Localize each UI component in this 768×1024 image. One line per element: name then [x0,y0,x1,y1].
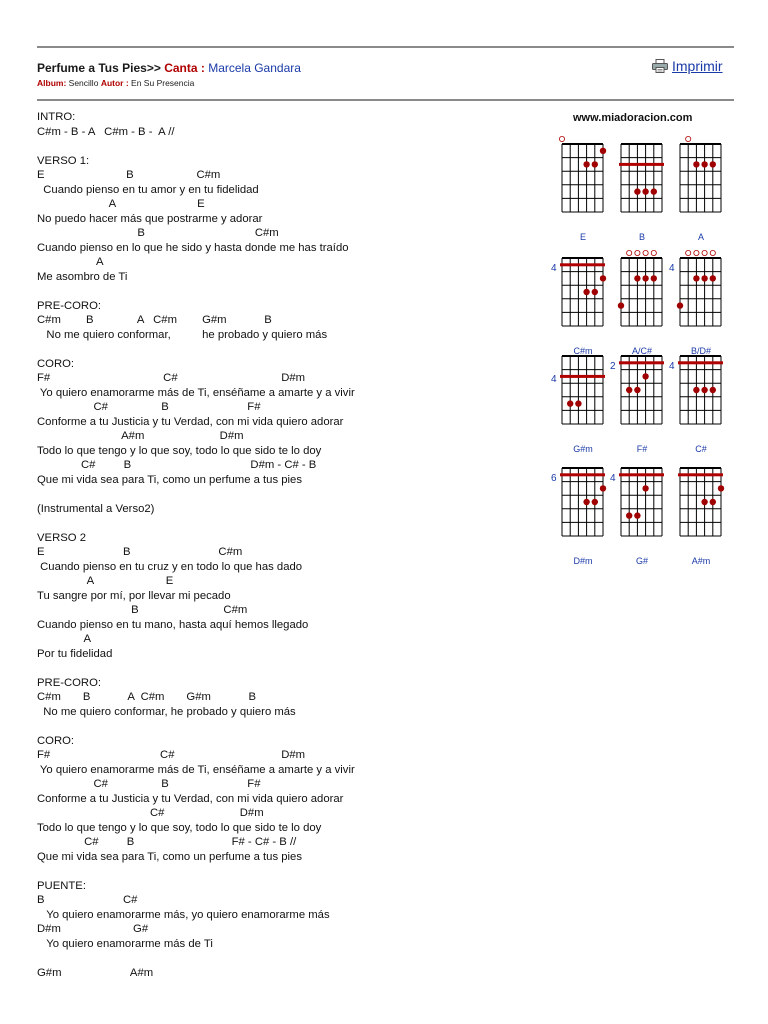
lyric-line: Yo quiero enamorarme más de Ti [37,937,213,950]
chord-barre [560,263,605,266]
canta-label: Canta : [164,61,205,75]
finger-dot [642,275,648,281]
open-string-marker [651,250,656,255]
finger-dot [651,275,657,281]
lyric-line: F# C# D#m [37,372,306,384]
song-title: Perfume a Tus Pies>> [37,61,161,75]
lyric-line: PUENTE: [37,879,86,892]
lyric-line: Cuando pienso en tu mano, hasta aquí hemos llegado [37,618,309,631]
finger-dot [634,275,640,281]
finger-dot [592,499,598,505]
open-string-marker [686,250,691,255]
print-link[interactable]: Imprimir [672,58,723,74]
lyric-line: D#m G# [37,923,149,935]
open-string-marker [627,250,632,255]
lyric-line: No me quiero conformar, he probado y quiero más [37,705,296,718]
chord-diagram [666,348,736,458]
fret-number: 4 [551,374,557,386]
lyric-line: C# D#m [37,807,264,819]
lyric-line: G#m A#m [37,966,154,979]
lyric-line: CORO: [37,734,75,747]
lyric-line: Me asombro de Ti [37,270,128,283]
lyric-line: VERSO 1: [37,154,90,167]
website-label: www.miadoracion.com [573,112,693,124]
lyric-line: Cuando pienso en lo que he sido y hasta donde me has traído [37,241,349,254]
open-string-marker [710,250,715,255]
finger-dot [701,387,707,393]
blank-line [37,487,517,502]
open-string-marker [686,136,691,141]
lyric-line: INTRO: [37,111,76,123]
chord-name: A#m [691,556,711,566]
chord-diagram [666,460,736,570]
blank-line [37,516,517,531]
lyric-line: C# B D#m - C# - B [37,459,317,471]
lyric-line: B C#m [37,604,248,616]
finger-dot [718,485,724,491]
lyric-line: C# B F# [37,401,261,413]
lyric-line: F# C# D#m [37,749,306,761]
chord-name: G#m [573,444,593,454]
lyric-line: CORO: [37,357,75,370]
lyric-line: Todo lo que tengo y lo que soy, todo lo que sido te lo doy [37,821,322,834]
fret-number: 4 [669,360,675,372]
finger-dot [710,499,716,505]
lyric-line: C# B F# - C# - B // [37,836,297,848]
lyric-line: A E [37,198,205,210]
lyric-line: Yo quiero enamorarme más de Ti, enséñame a amarte y a vivir [37,763,355,776]
fret-number: 4 [551,262,557,274]
lyric-line: A#m D#m [37,430,244,442]
finger-dot [677,302,683,308]
finger-dot [600,148,606,154]
header-divider [37,99,734,101]
fret-number: 4 [669,262,675,274]
blank-line [37,864,517,879]
finger-dot [651,188,657,194]
song-lyrics [37,110,517,980]
chord-name: C# [695,444,707,454]
finger-dot [600,275,606,281]
chord-barre [619,361,664,364]
finger-dot [642,188,648,194]
finger-dot [642,485,648,491]
lyric-line: C#m B A C#m G#m B [37,314,272,326]
autor-label: Autor : [100,78,129,88]
finger-dot [701,161,707,167]
lyric-line: PRE-CORO: [37,299,102,312]
lyric-line: No me quiero conformar, he probado y quiero más [37,328,328,341]
lyric-line: Yo quiero enamorarme más de Ti, enséñame a amarte y a vivir [37,386,355,399]
chord-barre [678,473,723,476]
finger-dot [567,400,573,406]
chord-name: B/D# [690,346,711,356]
lyric-line: A [37,633,91,645]
finger-dot [701,275,707,281]
finger-dot [583,499,589,505]
chord-diagram [666,250,736,360]
song-header [37,61,301,75]
finger-dot [693,275,699,281]
finger-dot [634,387,640,393]
open-string-marker [559,136,564,141]
blank-line [37,139,517,154]
finger-dot [710,275,716,281]
open-string-marker [643,250,648,255]
finger-dot [618,302,624,308]
lyric-line: B C# [37,894,138,906]
open-string-marker [702,250,707,255]
chord-name: B [638,232,645,242]
finger-dot [575,400,581,406]
finger-dot [642,373,648,379]
open-string-marker [635,250,640,255]
lyric-line: PRE-CORO: [37,676,102,689]
finger-dot [626,387,632,393]
finger-dot [583,289,589,295]
open-string-marker [694,250,699,255]
fret-number: 2 [610,360,616,372]
fret-number: 4 [610,472,616,484]
chord-barre [560,375,605,378]
finger-dot [592,161,598,167]
chord-barre [560,473,605,476]
lyric-line: Que mi vida sea para Ti, como un perfume a tus pies [37,473,302,486]
lyric-line: Que mi vida sea para Ti, como un perfume a tus pies [37,850,302,863]
chord-grid [666,348,736,443]
blank-line [37,661,517,676]
lyric-line: Cuando pienso en tu cruz y en todo lo que has dado [37,560,303,573]
finger-dot [634,512,640,518]
lyric-line: A E [37,575,174,587]
blank-line [37,284,517,299]
chord-name: G# [635,556,648,566]
album-info [37,78,194,88]
printer-icon[interactable] [652,59,668,73]
lyric-line: C# B F# [37,778,261,790]
chord-grid [666,136,736,231]
album-value: Sencillo [68,78,99,88]
finger-dot [600,485,606,491]
lyric-line: E B C#m [37,546,243,558]
chord-name: E [579,232,586,242]
blank-line [37,719,517,734]
lyric-line: VERSO 2 [37,531,86,544]
chord-barre [619,163,664,166]
chord-name: C#m [573,346,593,356]
finger-dot [693,387,699,393]
finger-dot [710,387,716,393]
lyric-line: Por tu fidelidad [37,647,113,660]
blank-line [37,951,517,966]
chord-grid [666,460,736,555]
lyric-line: Yo quiero enamorarme más, yo quiero enamorarme más [37,908,330,921]
chord-name: A [697,232,704,242]
chord-barre [678,361,723,364]
lyric-line: Todo lo que tengo y lo que soy, todo lo que sido te lo doy [37,444,322,457]
lyric-line: Cuando pienso en tu amor y en tu fidelidad [37,183,259,196]
chord-grid [666,250,736,345]
finger-dot [693,161,699,167]
chord-barre [619,473,664,476]
print-button[interactable] [652,58,723,74]
finger-dot [583,161,589,167]
top-divider [37,46,734,48]
finger-dot [626,512,632,518]
finger-dot [634,188,640,194]
lyric-line: A [37,256,104,268]
chord-name: F# [636,444,648,454]
artist-link[interactable]: Marcela Gandara [208,61,301,75]
chord-diagram [666,136,736,246]
finger-dot [710,161,716,167]
lyric-line: (Instrumental a Verso2) [37,502,155,515]
lyric-line: C#m - B - A C#m - B - A // [37,125,175,138]
lyric-line: No puedo hacer más que postrarme y adorar [37,212,263,225]
blank-line [37,342,517,357]
finger-dot [701,499,707,505]
lyric-line: B C#m [37,227,279,239]
lyric-line: Conforme a tu Justicia y tu Verdad, con mi vida quiero adorar [37,415,344,428]
lyric-line: Conforme a tu Justicia y tu Verdad, con mi vida quiero adorar [37,792,344,805]
lyric-line: C#m B A C#m G#m B [37,691,257,703]
lyric-line: E B C#m [37,169,221,181]
chord-name: A/C# [631,346,652,356]
finger-dot [592,289,598,295]
lyric-line: Tu sangre por mí, por llevar mi pecado [37,589,231,602]
album-label: Album: [37,78,67,88]
chord-name: D#m [573,556,593,566]
autor-value: En Su Presencia [131,78,195,88]
fret-number: 6 [551,472,557,484]
